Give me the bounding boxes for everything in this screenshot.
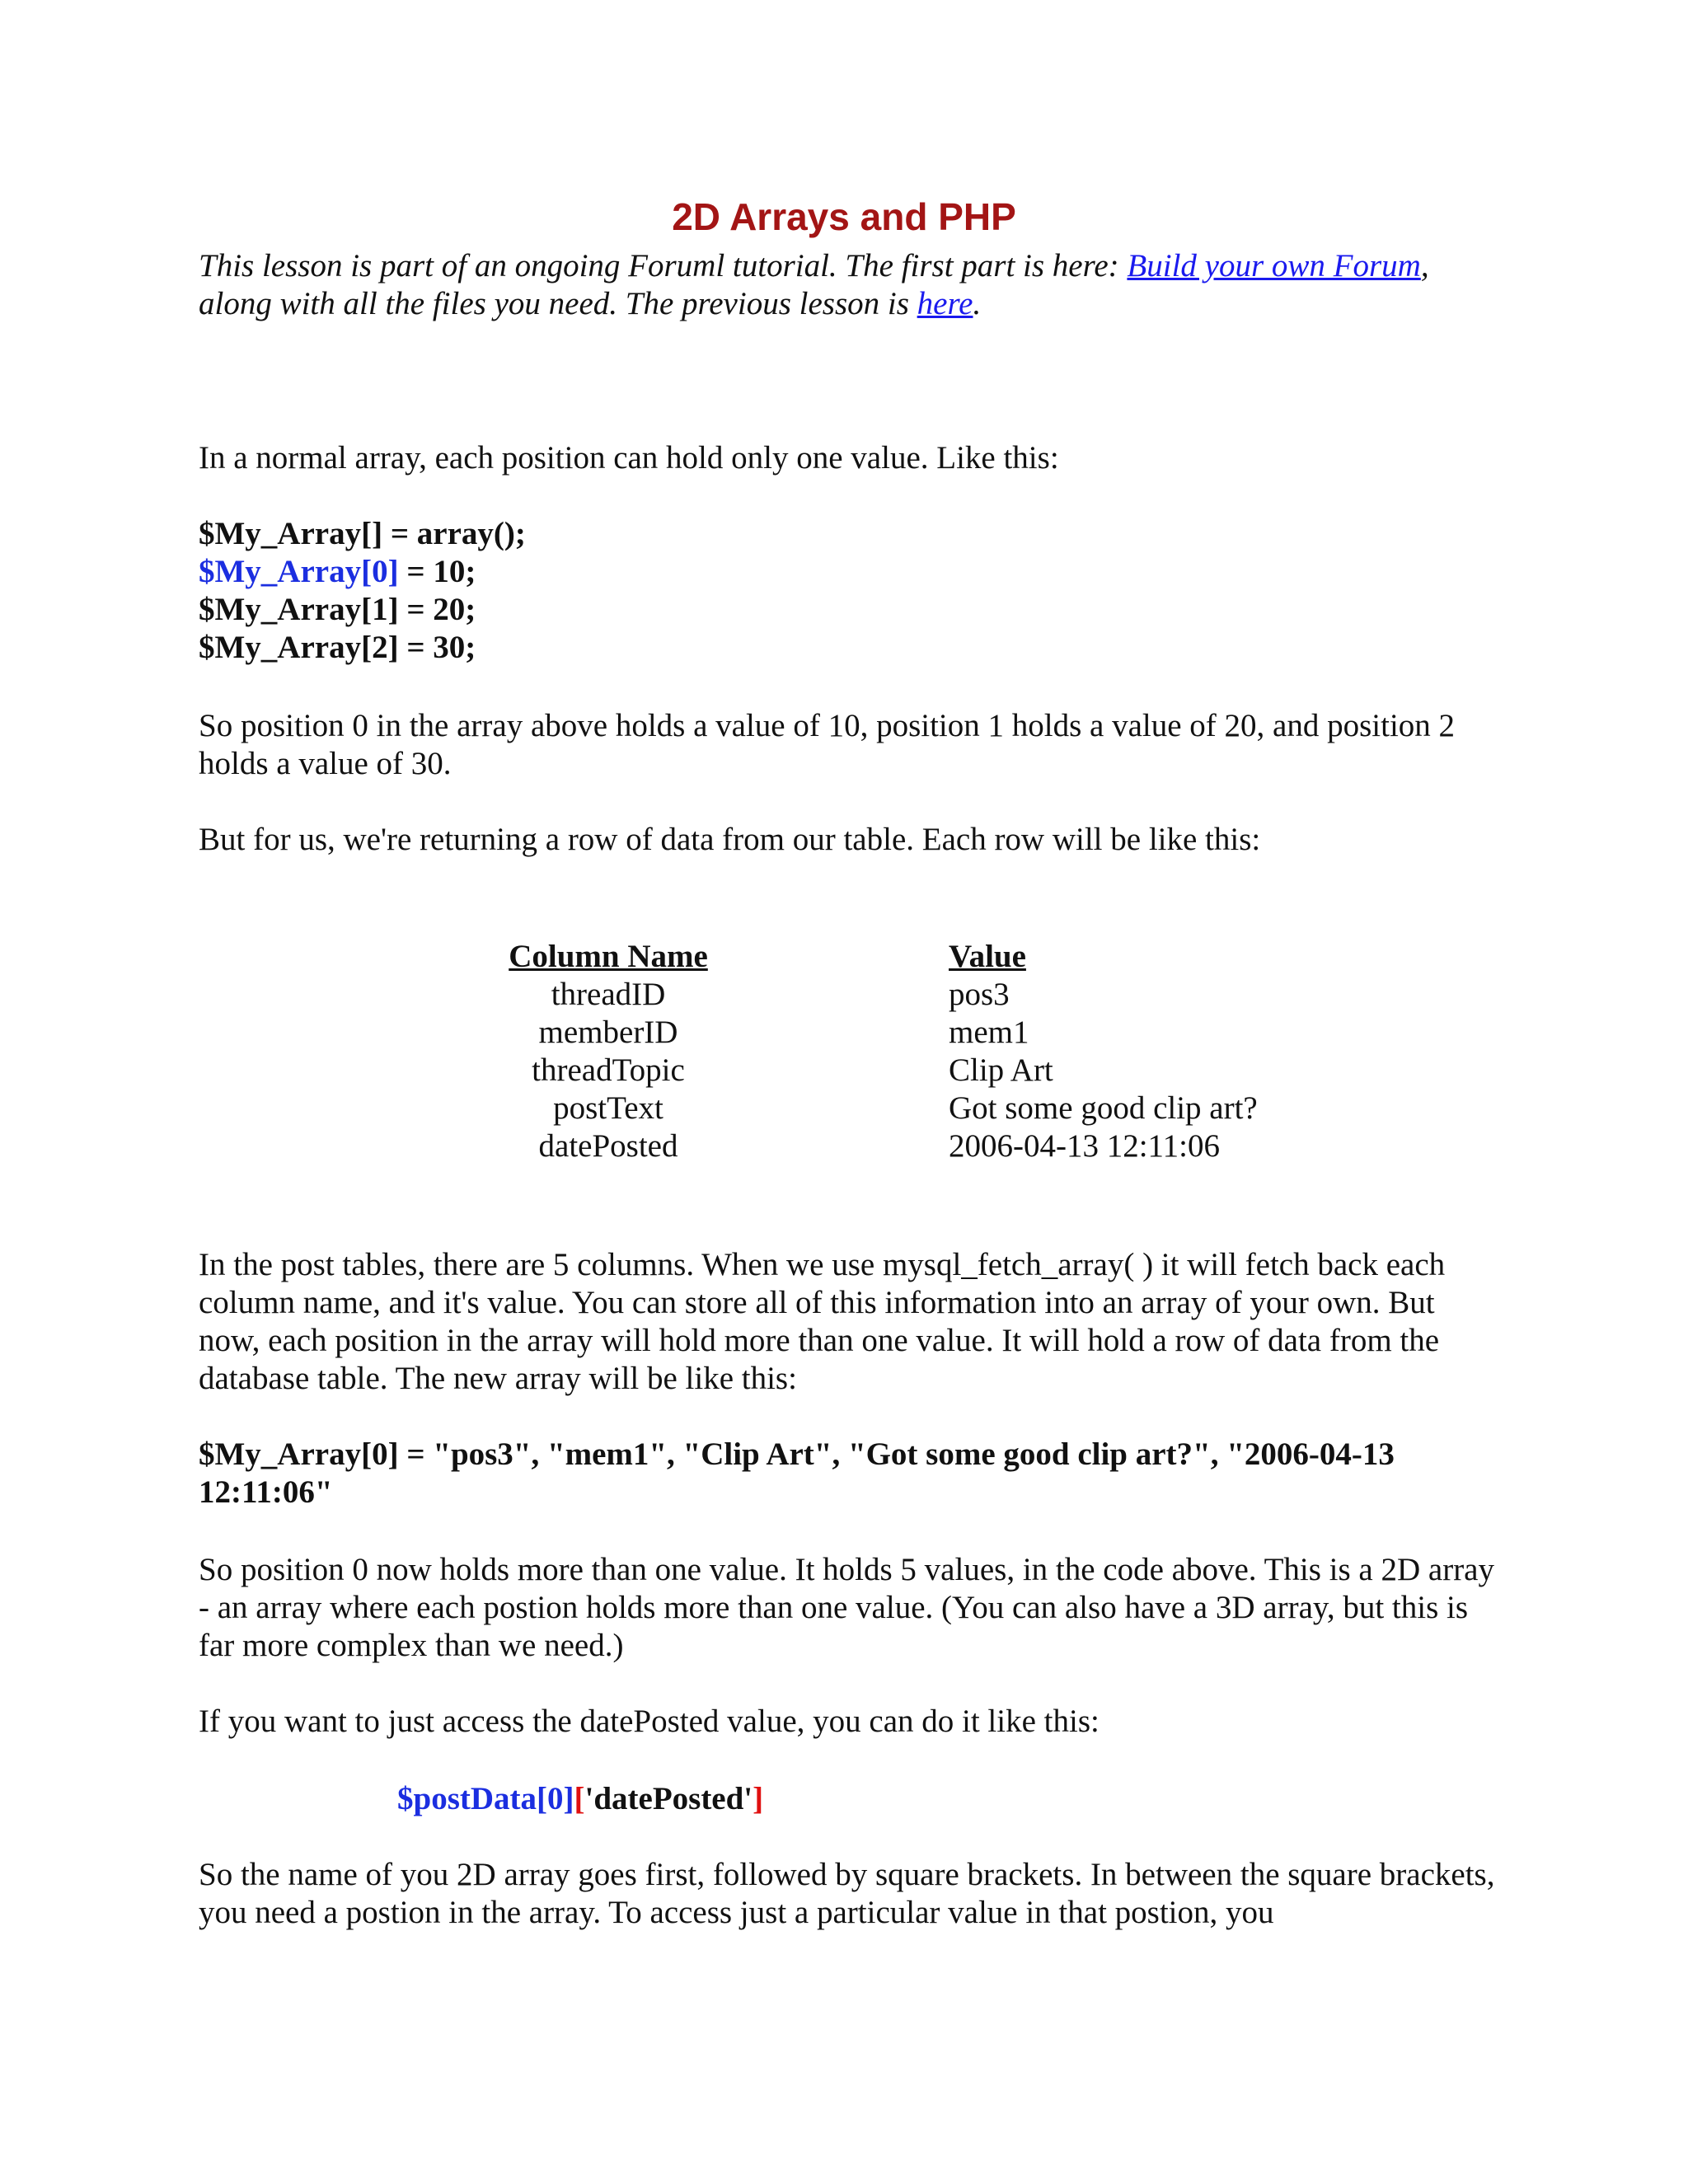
intro-text-3: . — [973, 286, 982, 321]
code-index-highlight: [0] — [361, 554, 399, 589]
table-cell-name: postText — [553, 1090, 663, 1126]
code-line-1: $My_Array[] = array(); — [199, 516, 526, 551]
paragraph-access-value: If you want to just access the datePosted value, you can do it like this: — [199, 1704, 1100, 1739]
paragraph-post-tables: In the post tables, there are 5 columns. When we use mysql_fetch_array( ) it will fetch back each column name, and it's value. You can store all of this information into an array of your own. But now, each position in the array will hold more than one value. It will hold a row of data from the database table. The new array will be like this: — [199, 1247, 1446, 1396]
paragraph-2d-array-explained: So position 0 now holds more than one value. It holds 5 values, in the code above. This is a 2D array - an array where each postion holds more than one value. (You can also have a 3D array, but this is far more complex than we need.) — [199, 1552, 1494, 1663]
build-forum-link[interactable]: Build your own Forum — [1127, 248, 1421, 284]
access-open-bracket: [ — [574, 1781, 585, 1816]
previous-lesson-link[interactable]: here — [917, 286, 973, 321]
intro-text-2: , along with all the files you need. The previous lesson is — [199, 248, 1429, 321]
intro-text-1: This lesson is part of an ongoing Foruml tutorial. The first part is here: — [199, 248, 1128, 284]
paragraph-positions: So position 0 in the array above holds a value of 10, position 1 holds a value of 20, and position 2 holds a value of 30. — [199, 708, 1456, 781]
code-var-highlight: $My_Array — [199, 554, 362, 589]
table-header-column-name: Column Name — [509, 939, 708, 974]
code-line-4: $My_Array[2] = 30; — [199, 630, 476, 665]
table-cell-value: Clip Art — [949, 1052, 1053, 1088]
code-block-2d-array: $My_Array[0] = "pos3", "mem1", "Clip Art", "Got some good clip art?", "2006-04-13 12:11:06" — [199, 1436, 1395, 1510]
access-key: 'datePosted' — [584, 1781, 753, 1816]
table-header-value: Value — [949, 939, 1026, 974]
code-access-example — [397, 1780, 763, 1818]
table-cell-name: datePosted — [538, 1128, 678, 1164]
access-var: $postData — [397, 1781, 537, 1816]
table-cell-name: memberID — [538, 1015, 678, 1050]
table-cell-name: threadTopic — [532, 1052, 685, 1088]
code-line-2 — [199, 553, 1517, 591]
table-cell-value: 2006-04-13 12:11:06 — [949, 1128, 1220, 1164]
code-assignment: = 10; — [398, 554, 476, 589]
table-cell-value: pos3 — [949, 977, 1010, 1012]
table-cell-value: mem1 — [949, 1015, 1029, 1050]
paragraph-normal-array: In a normal array, each position can hold only one value. Like this: — [199, 440, 1059, 476]
access-close-bracket: ] — [753, 1781, 764, 1816]
code-block-normal-array — [199, 515, 1517, 667]
table-cell-name: threadID — [551, 977, 666, 1012]
access-index: [0] — [537, 1781, 574, 1816]
table-cell-value: Got some good clip art? — [949, 1090, 1258, 1126]
paragraph-row-of-data: But for us, we're returning a row of data from our table. Each row will be like this: — [199, 822, 1261, 857]
intro-paragraph — [199, 247, 1501, 323]
page-title: 2D Arrays and PHP — [672, 195, 1016, 238]
paragraph-square-brackets: So the name of you 2D array goes first, followed by square brackets. In between the square brackets, you need a postion in the array. To access just a particular value in that postion, you — [199, 1857, 1495, 1930]
code-line-3: $My_Array[1] = 20; — [199, 592, 476, 627]
